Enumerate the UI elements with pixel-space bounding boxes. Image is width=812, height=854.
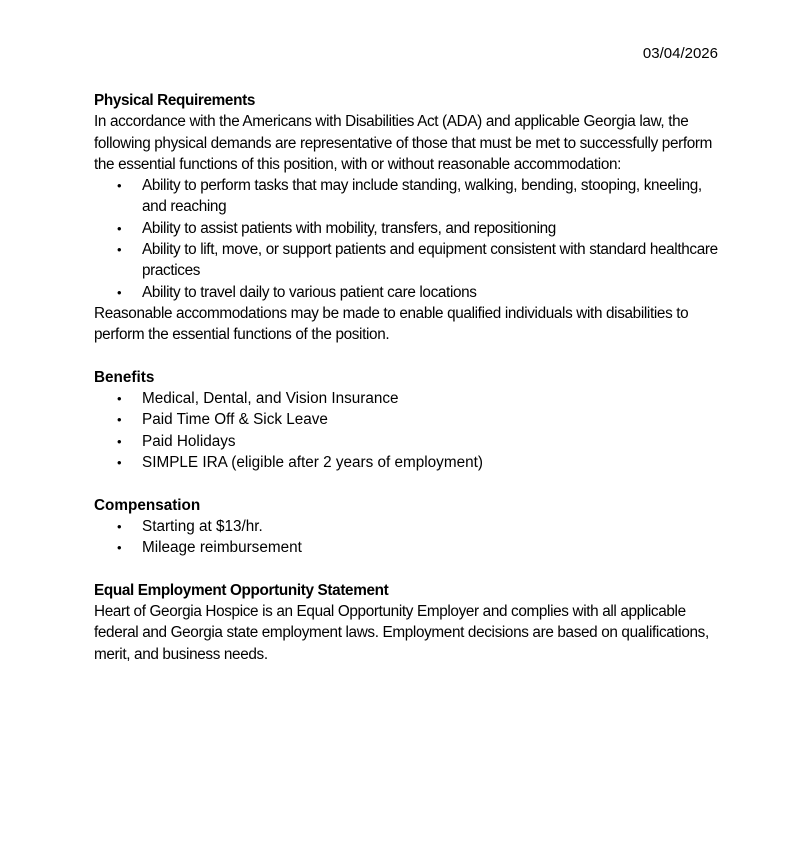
- list-item: • Ability to travel daily to various patient care locations: [94, 282, 724, 303]
- list-item: • Paid Holidays: [94, 431, 724, 452]
- eeo-body: Heart of Georgia Hospice is an Equal Opportunity Employer and complies with all applicable federal and Georgia state employment laws. Employment decisions are based on qualifications, merit, and business needs.: [94, 603, 709, 663]
- compensation-list: [94, 516, 724, 559]
- list-item: • Ability to assist patients with mobility, transfers, and repositioning: [94, 218, 724, 239]
- physical-requirements-section: [94, 90, 724, 346]
- list-item: • Mileage reimbursement: [94, 537, 724, 558]
- physical-requirements-closing: Reasonable accommodations may be made to enable qualified individuals with disabilities to perform the essential functions of the position.: [94, 304, 689, 344]
- list-item: • SIMPLE IRA (eligible after 2 years of employment): [94, 452, 724, 473]
- list-item: • Ability to perform tasks that may include standing, walking, bending, stooping, kneeling, and reaching: [94, 175, 724, 218]
- physical-requirements-heading: Physical Requirements: [94, 92, 255, 109]
- benefits-heading: Benefits: [94, 368, 155, 386]
- physical-requirements-intro: In accordance with the Americans with Disabilities Act (ADA) and applicable Georgia law, the following physical demands are representative of those that must be met to successfully perform the essential functions of this position, with or without reasonable accommodation:: [94, 113, 713, 173]
- compensation-section: [94, 495, 724, 559]
- eeo-heading: Equal Employment Opportunity Statement: [94, 581, 389, 599]
- document-body: [94, 90, 724, 686]
- physical-requirements-list: [94, 175, 724, 303]
- list-item: • Paid Time Off & Sick Leave: [94, 409, 724, 430]
- compensation-heading: Compensation: [94, 496, 201, 514]
- document-date: 03/04/2026: [642, 45, 718, 62]
- eeo-section: [94, 580, 724, 665]
- list-item: • Medical, Dental, and Vision Insurance: [94, 388, 724, 409]
- list-item: • Starting at $13/hr.: [94, 516, 724, 537]
- benefits-section: [94, 367, 724, 473]
- list-item: • Ability to lift, move, or support patients and equipment consistent with standard healthcare practices: [94, 239, 724, 282]
- benefits-list: [94, 388, 724, 473]
